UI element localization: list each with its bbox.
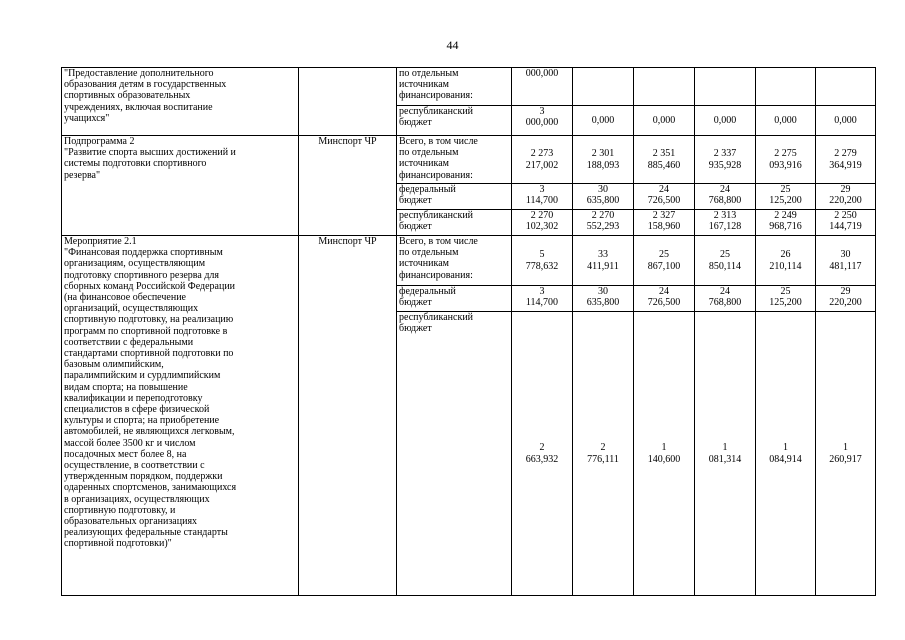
value-cell: 0,000	[756, 106, 816, 136]
value-cell: 2 337 935,928	[695, 136, 756, 184]
value-cell: 24 726,500	[634, 286, 695, 312]
value-cell	[695, 68, 756, 106]
table-row	[62, 68, 876, 106]
value-cell: 0,000	[634, 106, 695, 136]
value-cell: 24 726,500	[634, 184, 695, 210]
value-cell: 2 250 144,719	[816, 210, 876, 236]
program-name-cell: Мероприятие 2.1 "Финансовая поддержка спортивным организациям, осуществляющим подготовку спортивного резерва для сборных команд Российской Федерации (на финансовое обеспечение организаций, осуществляющих спортивную подготовку, на реализацию программ по спортивной подготовке в соответствии с федеральными стандартами спортивной подготовки по базовым олимпийским, паралимпийским и сурдлимпийским видам спорта; на повышение квалификации и переподготовку специалистов в сфере физической культуры и спорта; на приобретение автомобилей, не являющихся легковым, массой более 3500 кг и числом посадочных мест более 8, на осуществление, в соответствии с утвержденным порядком, поддержки одаренных спортсменов, занимающихся в организациях, осуществляющих спортивную подготовку, и образовательных организациях реализующих федеральные стандарты спортивной подготовки)"	[62, 236, 299, 596]
value-cell: 2 270 552,293	[573, 210, 634, 236]
value-cell: 2 327 158,960	[634, 210, 695, 236]
program-name-cell: "Предоставление дополнительного образования детям в государственных спортивных образовательных учреждениях, включая воспитание учащихся"	[62, 68, 299, 136]
source-cell: республиканский бюджет	[397, 106, 512, 136]
value-cell: 25 125,200	[756, 184, 816, 210]
value-cell: 2 301 188,093	[573, 136, 634, 184]
table-row	[62, 236, 876, 286]
value-cell: 33 411,911	[573, 236, 634, 286]
source-cell: федеральный бюджет	[397, 286, 512, 312]
value-cell: 3 000,000	[512, 106, 573, 136]
page-number: 44	[446, 38, 459, 52]
value-cell: 0,000	[573, 106, 634, 136]
source-cell: республиканский бюджет	[397, 312, 512, 596]
value-cell: 2 313 167,128	[695, 210, 756, 236]
value-cell: 26 210,114	[756, 236, 816, 286]
value-cell: 30 635,800	[573, 286, 634, 312]
value-cell: 000,000	[512, 68, 573, 106]
value-cell: 1 084,914	[756, 312, 816, 596]
value-cell: 29 220,200	[816, 184, 876, 210]
value-cell: 2 275 093,916	[756, 136, 816, 184]
table-row	[62, 136, 876, 184]
value-cell: 2 351 885,460	[634, 136, 695, 184]
value-cell: 0,000	[816, 106, 876, 136]
value-cell: 30 635,800	[573, 184, 634, 210]
value-cell: 25 125,200	[756, 286, 816, 312]
value-cell	[816, 68, 876, 106]
executor-cell: Минспорт ЧР	[299, 136, 397, 236]
value-cell	[756, 68, 816, 106]
source-cell: Всего, в том числе по отдельным источникам финансирования:	[397, 136, 512, 184]
value-cell: 5 778,632	[512, 236, 573, 286]
value-cell: 24 768,800	[695, 286, 756, 312]
value-cell: 24 768,800	[695, 184, 756, 210]
source-cell: по отдельным источникам финансирования:	[397, 68, 512, 106]
value-cell: 1 260,917	[816, 312, 876, 596]
value-cell: 2 279 364,919	[816, 136, 876, 184]
value-cell: 2 273 217,002	[512, 136, 573, 184]
value-cell: 30 481,117	[816, 236, 876, 286]
value-cell: 2 663,932	[512, 312, 573, 596]
value-cell: 2 270 102,302	[512, 210, 573, 236]
value-cell: 25 867,100	[634, 236, 695, 286]
value-cell: 3 114,700	[512, 184, 573, 210]
value-cell: 1 081,314	[695, 312, 756, 596]
source-cell: федеральный бюджет	[397, 184, 512, 210]
value-cell: 1 140,600	[634, 312, 695, 596]
source-cell: Всего, в том числе по отдельным источникам финансирования:	[397, 236, 512, 286]
executor-cell	[299, 68, 397, 136]
value-cell	[573, 68, 634, 106]
value-cell: 3 114,700	[512, 286, 573, 312]
value-cell: 29 220,200	[816, 286, 876, 312]
value-cell	[634, 68, 695, 106]
value-cell: 2 249 968,716	[756, 210, 816, 236]
executor-cell: Минспорт ЧР	[299, 236, 397, 596]
financing-table	[61, 67, 876, 596]
source-cell: республиканский бюджет	[397, 210, 512, 236]
value-cell: 25 850,114	[695, 236, 756, 286]
value-cell: 0,000	[695, 106, 756, 136]
value-cell: 2 776,111	[573, 312, 634, 596]
program-name-cell: Подпрограмма 2 "Развитие спорта высших достижений и системы подготовки спортивного резерва"	[62, 136, 299, 236]
